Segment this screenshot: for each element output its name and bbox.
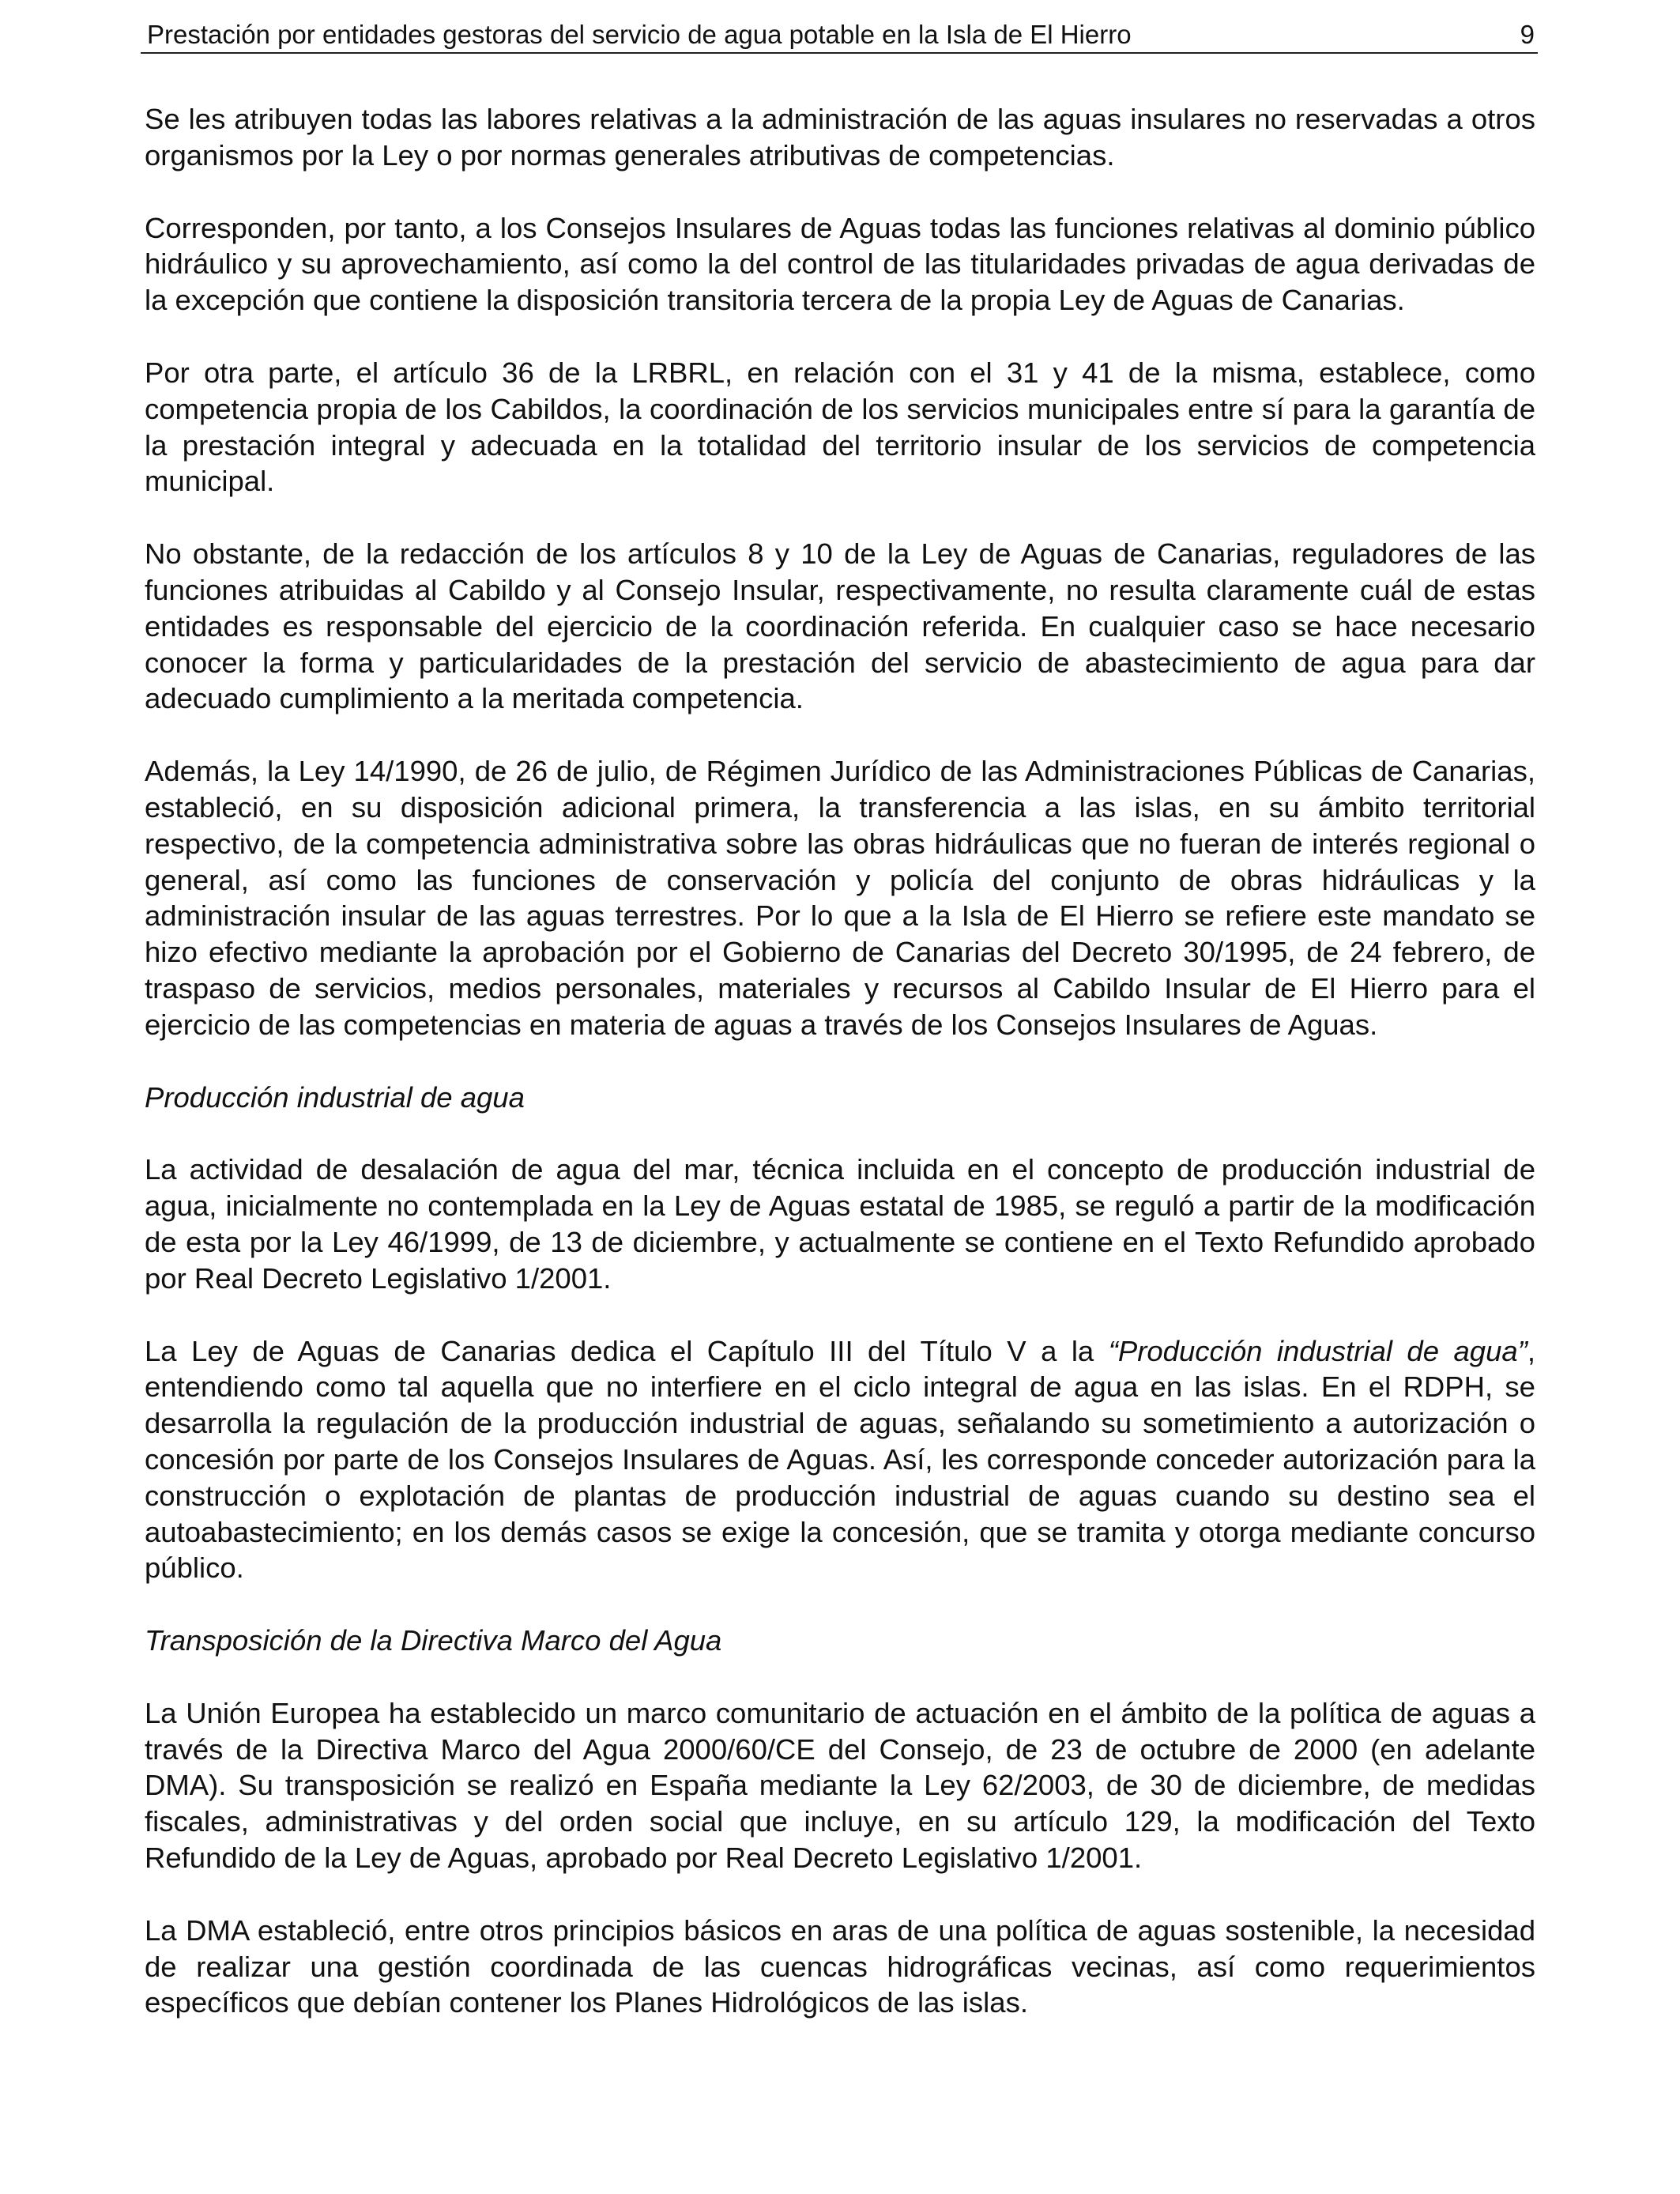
running-header — [141, 14, 1538, 54]
section-heading-transposicion-dma: Transposición de la Directiva Marco del Agua — [145, 1624, 722, 1657]
paragraph-2: Corresponden, por tanto, a los Consejos Insulares de Aguas todas las funciones relativas al dominio público hidráulico y su aprovechamiento, así como la del control de las titularidades privadas de agua derivadas de la excepción que contiene la disposición transitoria tercera de la propia Ley de Aguas de Canarias. — [145, 211, 1535, 317]
section-heading-produccion-industrial: Producción industrial de agua — [145, 1080, 525, 1114]
paragraph-1: Se les atribuyen todas las labores relativas a la administración de las aguas insulares no reservadas a otros organismos por la Ley o por normas generales atributivas de competencias. — [145, 103, 1535, 172]
header-title: Prestación por entidades gestoras del servicio de agua potable en la Isla de El Hierro — [147, 20, 1132, 49]
paragraph-8: La Unión Europea ha establecido un marco comunitario de actuación en el ámbito de la política de aguas a través de la Directiva Marco del Agua 2000/60/CE del Consejo, de 23 de octubre de 2000 (en adelante DMA). Su transposición se realizó en España mediante la Ley 62/2003, de 30 de diciembre, de medidas fiscales, administrativas y del orden social que incluye, en su artículo 129, la modificación del Texto Refundido de la Ley de Aguas, aprobado por Real Decreto Legislativo 1/2001. — [145, 1696, 1535, 1875]
paragraph-7 — [145, 1333, 1535, 1587]
document-body — [145, 101, 1535, 2057]
paragraph-7-quote: “Producción industrial de agua” — [1108, 1334, 1527, 1367]
paragraph-5: Además, la Ley 14/1990, de 26 de julio, de Régimen Jurídico de las Administraciones Públicas de Canarias, estableció, en su disposición adicional primera, la transferencia a las islas, en su ámbito territorial respectivo, de la competencia administrativa sobre las obras hidráulicas que no fueran de interés regional o general, así como las funciones de conservación y policía del conjunto de obras hidráulicas y la administración insular de las aguas terrestres. Por lo que a la Isla de El Hierro se refiere este mandato se hizo efectivo mediante la aprobación por el Gobierno de Canarias del Decreto 30/1995, de 24 febrero, de traspaso de servicios, medios personales, materiales y recursos al Cabildo Insular de El Hierro para el ejercicio de las competencias en materia de aguas a través de los Consejos Insulares de Aguas. — [145, 755, 1535, 1041]
paragraph-3: Por otra parte, el artículo 36 de la LRBRL, en relación con el 31 y 41 de la misma, establece, como competencia propia de los Cabildos, la coordinación de los servicios municipales entre sí para la garantía de la prestación integral y adecuada en la totalidad del territorio insular de los servicios de competencia municipal. — [145, 356, 1535, 498]
page-number: 9 — [1520, 20, 1535, 49]
paragraph-9: La DMA estableció, entre otros principios básicos en aras de una política de aguas sostenible, la necesidad de realizar una gestión coordinada de las cuencas hidrográficas vecinas, así como requerimientos específicos que debían contener los Planes Hidrológicos de las islas. — [145, 1913, 1535, 2019]
paragraph-6: La actividad de desalación de agua del mar, técnica incluida en el concepto de producción industrial de agua, inicialmente no contemplada en la Ley de Aguas estatal de 1985, se reguló a partir de la modificación de esta por la Ley 46/1999, de 13 de diciembre, y actualmente se contiene en el Texto Refundido aprobado por Real Decreto Legislativo 1/2001. — [145, 1153, 1535, 1295]
paragraph-4: No obstante, de la redacción de los artículos 8 y 10 de la Ley de Aguas de Canarias, reguladores de las funciones atribuidas al Cabildo y al Consejo Insular, respectivamente, no resulta claramente cuál de estas entidades es responsable del ejercicio de la coordinación referida. En cualquier caso se hace necesario conocer la forma y particularidades de la prestación del servicio de abastecimiento de agua para dar adecuado cumplimiento a la meritada competencia. — [145, 537, 1535, 715]
paragraph-7-text-start: La Ley de Aguas de Canarias dedica el Capítulo III del Título V a la — [145, 1334, 1109, 1367]
paragraph-7-text-end: , entendiendo como tal aquella que no interfiere en el ciclo integral de agua en las islas. En el RDPH, se desarrolla la regulación de la producción industrial de aguas, señalando su sometimiento a autorización o concesión por parte de los Consejos Insulares de Aguas. Así, les corresponde conceder autorización para la construcción o explotación de plantas de producción industrial de aguas cuando su destino sea el autoabastecimiento; en los demás casos se exige la concesión, que se tramita y otorga mediante concurso público. — [145, 1334, 1535, 1585]
